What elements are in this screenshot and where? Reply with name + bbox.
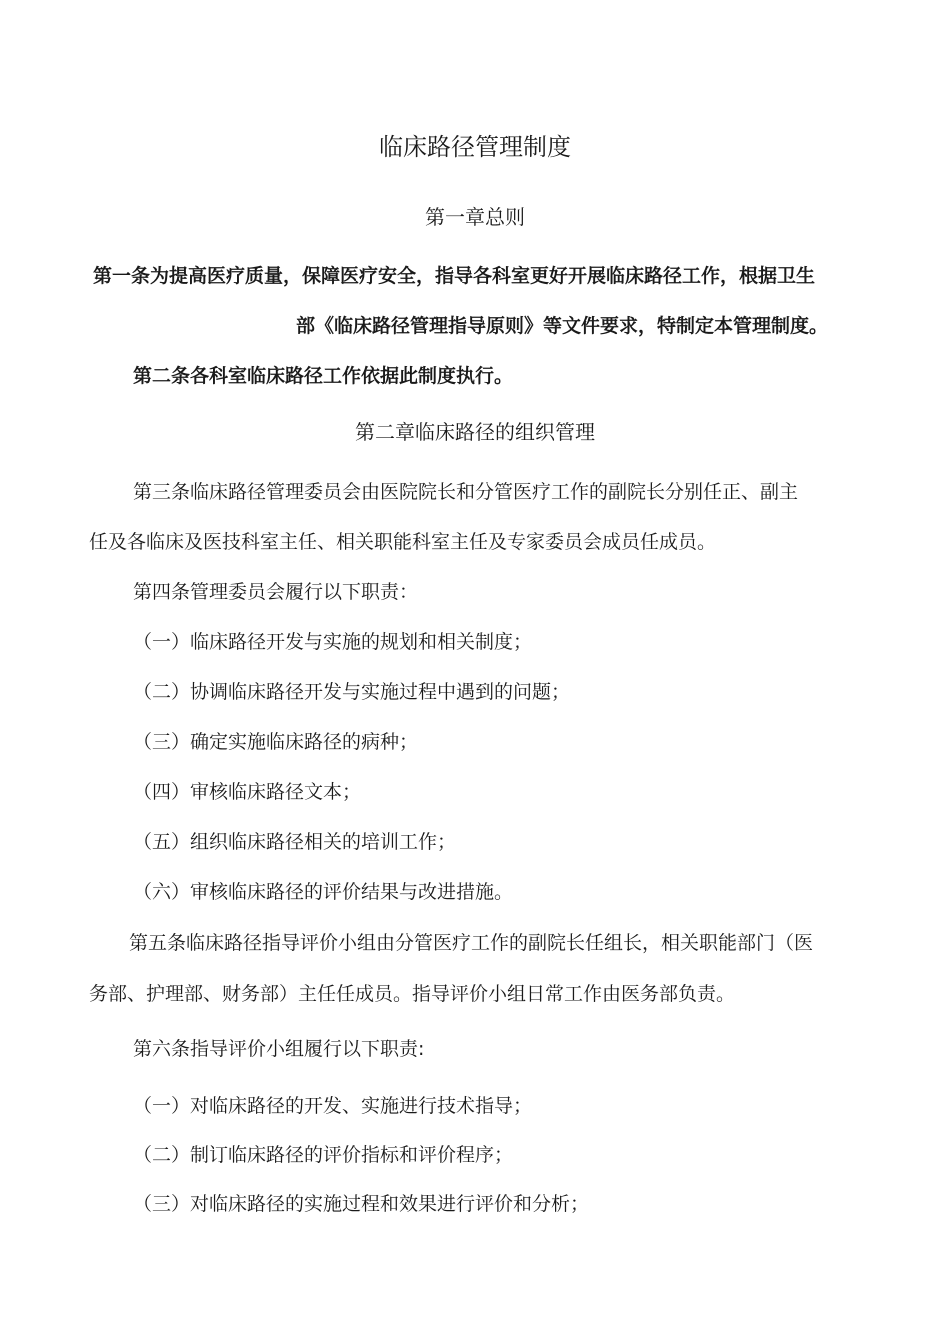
article-5-line-2: 务部、护理部、财务部）主任任成员。指导评价小组日常工作由医务部负责。 — [89, 983, 736, 1005]
document-title: 临床路径管理制度 — [379, 133, 571, 161]
article-2: 第二条各科室临床路径工作依据此制度执行。 — [133, 365, 514, 387]
article-6-item: （二）制订临床路径的评价指标和评价程序； — [133, 1144, 514, 1166]
article-1-line-1: 第一条为提高医疗质量，保障医疗安全，指导各科室更好开展临床路径工作，根据卫生 — [93, 265, 816, 287]
chapter-1-heading: 第一章总则 — [425, 205, 525, 229]
article-4-item: （六）审核临床路径的评价结果与改进措施。 — [133, 881, 514, 903]
article-3-line-1: 第三条临床路径管理委员会由医院院长和分管医疗工作的副院长分别任正、副主 — [133, 481, 799, 503]
chapter-2-heading: 第二章临床路径的组织管理 — [355, 420, 595, 444]
article-4-item: （五）组织临床路径相关的培训工作； — [133, 831, 457, 853]
article-6-item: （一）对临床路径的开发、实施进行技术指导； — [133, 1095, 533, 1117]
article-4-item: （四）审核临床路径文本； — [133, 781, 362, 803]
article-6-item: （三）对临床路径的实施过程和效果进行评价和分析； — [133, 1193, 590, 1215]
article-4-item: （三）确定实施临床路径的病种； — [133, 731, 419, 753]
article-3-line-2: 任及各临床及医技科室主任、相关职能科室主任及专家委员会成员任成员。 — [89, 531, 717, 553]
article-4-item: （一）临床路径开发与实施的规划和相关制度； — [133, 631, 533, 653]
article-6: 第六条指导评价小组履行以下职责: — [133, 1038, 425, 1060]
article-4: 第四条管理委员会履行以下职责： — [133, 581, 419, 603]
article-5-line-1: 第五条临床路径指导评价小组由分管医疗工作的副院长任组长，相关职能部门（医 — [129, 932, 814, 954]
article-1-line-2: 部《临床路径管理指导原则》等文件要求，特制定本管理制度。 — [296, 315, 829, 337]
article-4-item: （二）协调临床路径开发与实施过程中遇到的问题； — [133, 681, 571, 703]
